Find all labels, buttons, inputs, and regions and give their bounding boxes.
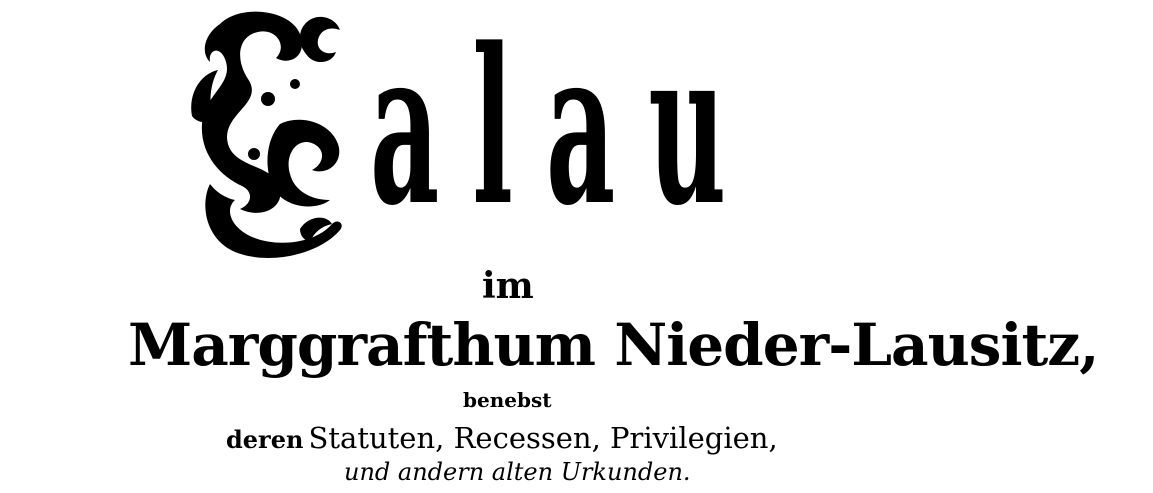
contents-rest: Statuten, Recessen, Privilegien, xyxy=(308,421,778,455)
title-rest: alau xyxy=(370,2,760,253)
region-line: Marggrafthum Nieder-Lausitz, xyxy=(128,311,1099,379)
contents-lead: deren xyxy=(226,425,304,454)
contents-line xyxy=(226,420,778,461)
ornamental-initial xyxy=(180,4,350,270)
preposition-line: im xyxy=(482,265,534,307)
contents-tail-line: und andern alten Urkunden. xyxy=(344,458,691,486)
connector-line: benebst xyxy=(463,388,552,412)
